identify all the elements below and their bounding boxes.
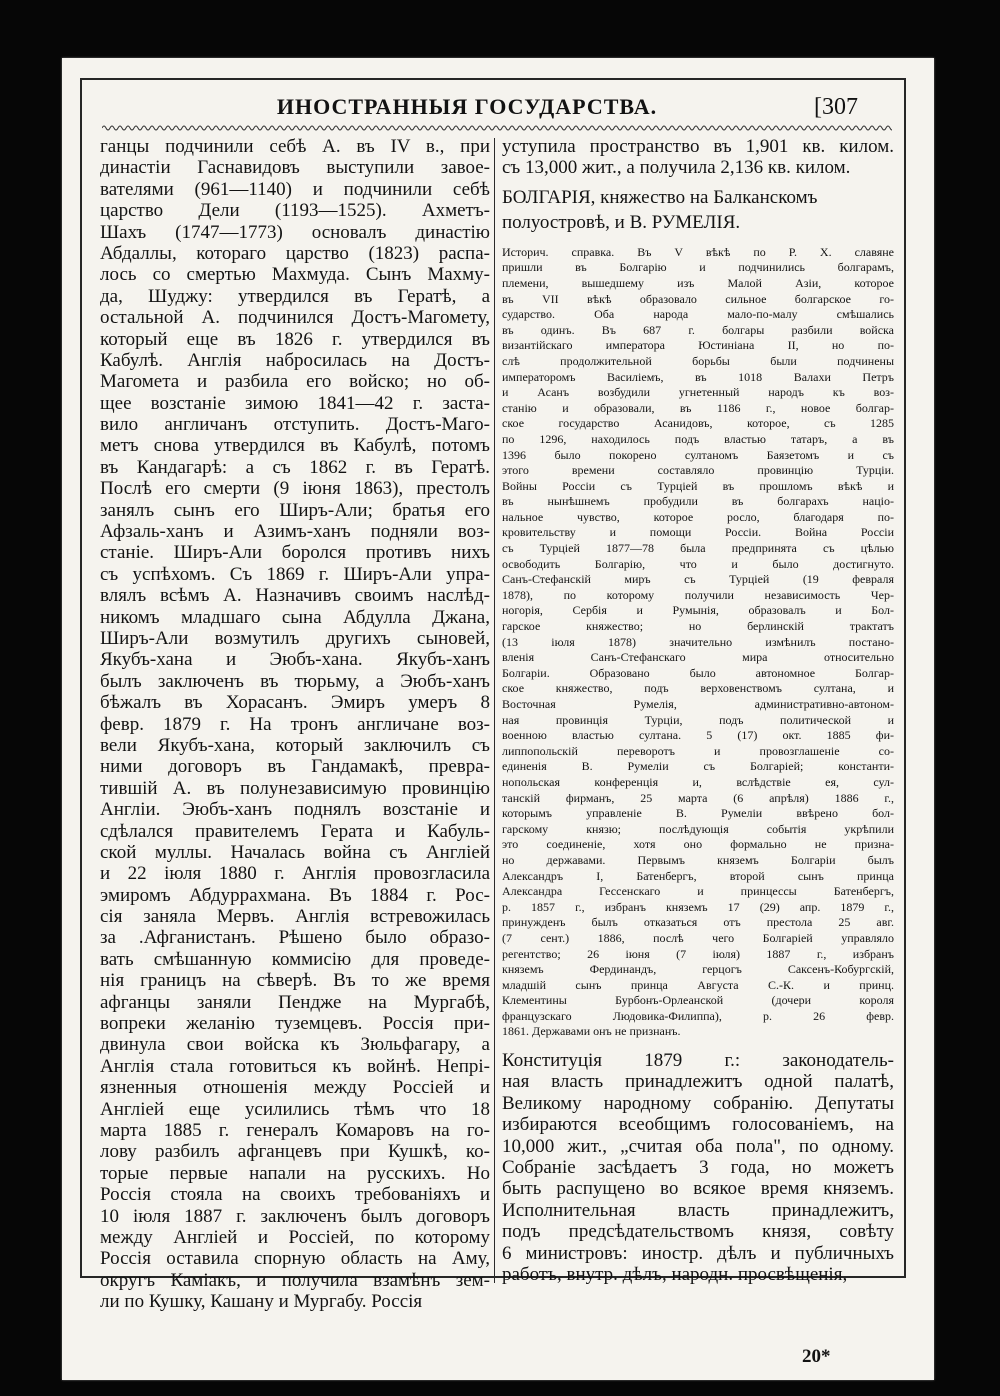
- text-line: работъ, внутр. дѣлъ, народн. просвѣщенія,: [502, 1263, 848, 1285]
- text-line: Великому народному собранію. Депутаты: [502, 1092, 894, 1114]
- text-line: тившій А. въ полунезависимую провинцію: [100, 777, 490, 799]
- small-text-line: въ VII вѣкѣ образовало сильное болгарское го-: [502, 291, 894, 306]
- small-text-line: гарскому князю; послѣдующія событія укрѣпили: [502, 821, 894, 836]
- right-column: [502, 136, 894, 1285]
- text-line: Якубъ-хана и Эюбъ-хана. Якубъ-ханъ: [100, 649, 490, 671]
- page-number: [307: [814, 94, 858, 120]
- text-line: станіе. Ширъ-Али боролся противъ нихъ: [100, 542, 490, 564]
- text-line: Афзаль-ханъ и Азимъ-ханъ подняли воз-: [100, 521, 490, 543]
- small-text-line: сударство. Оба народа мало-по-малу смѣшались: [502, 307, 894, 322]
- small-text-line: Клементины Бурбонъ-Орлеанской (дочери короля: [502, 993, 894, 1008]
- small-text-line: и Асанъ возбудили угнетенный народъ къ воз-: [502, 385, 894, 400]
- text-line: уступила пространство въ 1,901 кв. килом.: [502, 136, 894, 157]
- small-text-line: ское княжество, подъ верховенствомъ султана, и: [502, 681, 894, 696]
- text-line: щее возстаніе зимою 1841—42 г. заста-: [100, 392, 490, 414]
- small-text-line: съ Турціей 1877—78 была предпринята съ цѣлью: [502, 541, 894, 556]
- small-text-line: французскаго Людовика-Филиппа), р. 26 февр.: [502, 1008, 894, 1023]
- text-line: 10,000 жит., „считая оба пола", по одному.: [502, 1135, 894, 1157]
- text-line: Англіи. Эюбъ-ханъ поднялъ возстаніе и: [100, 799, 490, 821]
- text-line: за .Афганистанъ. Рѣшено было образо-: [100, 927, 490, 949]
- text-line: между Англіей и Россіей, по которому: [100, 1226, 490, 1248]
- small-text-line: ское государство Асанидовъ, которое, съ 1285: [502, 416, 894, 431]
- text-line: и 22 іюля 1880 г. Англія провозгласила: [100, 863, 490, 885]
- text-line: съ 13,000 жит., а получила 2,136 кв. килом.: [502, 157, 851, 179]
- running-title: ИНОСТРАННЫЯ ГОСУДАРСТВА.: [276, 94, 658, 119]
- small-text-line: слѣ продолжительной борьбы были подчинены: [502, 353, 894, 368]
- intro-text: [502, 136, 894, 179]
- small-text-line: Болгаріи. Образовано было автономное Болгар-: [502, 665, 894, 680]
- text-line: Россія оставила спорную область на Аму,: [100, 1248, 490, 1270]
- text-line: марта 1885 г. генералъ Комаровъ на го-: [100, 1119, 490, 1141]
- text-line: торые первые напали на русскихъ. Но: [100, 1162, 490, 1184]
- text-line: Абдаллы, котораго царство (1823) распа-: [100, 242, 490, 264]
- heading-line: полуостровѣ, и В. РУМЕЛІЯ.: [502, 211, 741, 233]
- text-line: язненныя отношенія между Россіей и: [100, 1077, 490, 1099]
- small-text-line: кровительству и помощи Россіи. Война Россіи: [502, 525, 894, 540]
- text-line: никомъ младшаго сына Абдулла Джана,: [100, 606, 490, 628]
- text-line: быть распущено во всякое время княземъ.: [502, 1178, 894, 1200]
- text-line: эмиромъ Абдуррахмана. Въ 1884 г. Рос-: [100, 884, 490, 906]
- text-line: метъ снова утвердился въ Кабулѣ, потомъ: [100, 435, 490, 457]
- text-line: сдѣлался правителемъ Герата и Кабуль-: [100, 820, 490, 842]
- text-line: лову разбилъ афганцевъ при Кушкѣ, ко-: [100, 1141, 490, 1163]
- text-line: афганцы заняли Пендже на Мургабѣ,: [100, 991, 490, 1013]
- text-line: въ Кандагарѣ: а съ 1862 г. въ Гератѣ.: [100, 456, 490, 478]
- small-text-line: это соединеніе, хотя оно формально не призна-: [502, 837, 894, 852]
- text-line: который еще въ 1826 г. утвердился въ: [100, 328, 490, 350]
- text-line: ской муллы. Началась война съ Англіей: [100, 841, 490, 863]
- text-line: бѣжалъ въ Хорасанъ. Эмиръ умеръ 8: [100, 692, 490, 714]
- sheet-signature-number: 20*: [802, 1346, 831, 1367]
- small-text-line: этого времени составляло провинцію Турціи.: [502, 463, 894, 478]
- small-text-line: которымъ управленіе В. Румеліи ввѣрено бол-: [502, 806, 894, 821]
- text-line: ная власть принадлежитъ одной палатѣ,: [502, 1071, 894, 1093]
- small-text-line: младшій сынъ принца Августа С.-К. и принц.: [502, 977, 894, 992]
- text-line: вопреки желанію туземцевъ. Россія при-: [100, 1013, 490, 1035]
- column-divider: [494, 138, 495, 1283]
- small-text-line: освободить Болгарію, что и было достигнуто.: [502, 556, 894, 571]
- small-text-line: регентство; 26 іюня (7 іюля) 1887 г., избранъ: [502, 946, 894, 961]
- text-line: Собраніе засѣдаетъ 3 года, но можетъ: [502, 1157, 894, 1179]
- left-column: [100, 136, 490, 1312]
- text-line: двинула свои войска къ Зюльфагару, а: [100, 1034, 490, 1056]
- text-line: вели Якубъ-хана, который заключилъ съ: [100, 734, 490, 756]
- page-header: [62, 88, 934, 128]
- small-text-line: танскій фирманъ, 25 марта (6 апрѣля) 1886 г.,: [502, 790, 894, 805]
- text-line: сія заняла Мервъ. Англія встревожилась: [100, 906, 490, 928]
- small-text-line: (7 сент.) 1886, послѣ чего Болгаріей управляло: [502, 930, 894, 945]
- small-text-line: 1878), по которому получили независимость Чер-: [502, 587, 894, 602]
- small-text-line: императоромъ Василіемъ, въ 1018 Валахи Петръ: [502, 369, 894, 384]
- small-text-line: Александръ I, Батенбергъ, второй сынъ принца: [502, 868, 894, 883]
- text-line: занялъ сынъ его Ширъ-Али; братья его: [100, 499, 490, 521]
- small-text-line: Историч. справка. Въ V вѣкѣ по Р. Х. славяне: [502, 244, 894, 259]
- small-text-line: вленія Санъ-Стефанскаго мира относительно: [502, 650, 894, 665]
- text-line: ганцы подчинили себѣ А. въ IV в., при: [100, 136, 490, 157]
- small-text-line: въ одинъ. Въ 687 г. болгары разбили войска: [502, 322, 894, 337]
- small-text-line: принужденъ былъ отказаться отъ престола 25 авг.: [502, 915, 894, 930]
- small-text-line: станію и образовали, въ 1186 г., новое болгар-: [502, 400, 894, 415]
- text-line: влялъ всѣмъ А. Назначивъ своимъ наслѣд-: [100, 585, 490, 607]
- book-page: [62, 58, 934, 1380]
- text-line: царство Дели (1193—1525). Ахметъ-: [100, 200, 490, 222]
- header-wavy-rule: [102, 124, 892, 132]
- small-text-line: византійскаго императора Юстиніана II, но по-: [502, 338, 894, 353]
- small-text-line: ная провинція Турціи, подъ политической и: [502, 712, 894, 727]
- text-line: Послѣ его смерти (9 іюня 1863), престолъ: [100, 478, 490, 500]
- text-line: избираются всеобщимъ голосованіемъ, на: [502, 1114, 894, 1136]
- text-line: округъ Каміакъ, и получила взамѣнъ зем-: [100, 1269, 490, 1291]
- text-line: нія границъ на сѣверѣ. Въ то же время: [100, 970, 490, 992]
- text-line: ними договоръ въ Гандамакѣ, превра-: [100, 756, 490, 778]
- text-line: лось со смертью Махмуда. Сынъ Махму-: [100, 264, 490, 286]
- text-line: вателями (961—1140) и подчинили себѣ: [100, 178, 490, 200]
- text-line: съ успѣхомъ. Съ 1869 г. Ширъ-Али упра-: [100, 563, 490, 585]
- text-line: Магомета и разбила его войско; но об-: [100, 371, 490, 393]
- text-line: вать смѣшанную коммисію для проведе-: [100, 948, 490, 970]
- small-text-line: въ нынѣшнемъ пробудили въ болгарахъ націо-: [502, 494, 894, 509]
- small-text-line: ногорія, Сербія и Румынія, образовалъ и Бол-: [502, 603, 894, 618]
- small-text-line: Восточная Румелія, административно-автоном-: [502, 697, 894, 711]
- text-line: 6 министровъ: иностр. дѣлъ и публичныхъ: [502, 1242, 894, 1264]
- small-text-line: р. 1857 г., избранъ княземъ 17 (29) апр. 1879 г.,: [502, 899, 894, 914]
- text-line: Англія стала готовиться къ войнѣ. Непрі-: [100, 1055, 490, 1077]
- small-text-line: единенія В. Румеліи съ Болгаріей; константи-: [502, 759, 894, 774]
- text-line: былъ заключенъ въ тюрьму, а Эюбъ-ханъ: [100, 670, 490, 692]
- small-text-line: военною властью султана. 5 (17) окт. 1885 фи-: [502, 728, 894, 743]
- small-text-line: Санъ-Стефанскій миръ съ Турціей (19 февраля: [502, 572, 894, 587]
- text-line: 10 іюля 1887 г. заключенъ былъ договоръ: [100, 1205, 490, 1227]
- small-text-line: но державами. Первымъ княземъ Болгаріи былъ: [502, 852, 894, 867]
- heading-line: БОЛГАРІЯ, княжество на Балканскомъ: [502, 186, 818, 208]
- small-text-line: пришли въ Болгарію и подчинились болгарамъ,: [502, 260, 894, 275]
- small-text-line: племени, вышедшему изъ Малой Азіи, которое: [502, 275, 894, 290]
- section-heading: [502, 185, 894, 235]
- small-text-line: 1861. Державами онъ не признанъ.: [502, 1024, 681, 1039]
- small-text-line: Александра Гессенскаго и принцессы Батенбергъ,: [502, 884, 894, 899]
- text-line: династіи Гаснавидовъ выступили завое-: [100, 157, 490, 179]
- text-line: февр. 1879 г. На тронъ англичане воз-: [100, 713, 490, 735]
- small-text-line: 1396 было покорено султаномъ Баязетомъ и съ: [502, 447, 894, 462]
- small-text-line: гарское княжество; но берлинскій трактатъ: [502, 619, 894, 634]
- text-line: Шахъ (1747—1773) основалъ династію: [100, 221, 490, 243]
- text-line: да, Шуджу: утвердился въ Гератѣ, а: [100, 285, 490, 307]
- small-text-line: по 1296, находилось подъ властью татаръ, а въ: [502, 431, 894, 446]
- small-text-line: нопольская конференція и, вслѣдствіе ея, сул-: [502, 774, 894, 789]
- small-text-line: Войны Россіи съ Турціей въ прошломъ вѣкѣ и: [502, 478, 894, 493]
- text-line: Ширъ-Али возмутилъ другихъ сыновей,: [100, 627, 490, 649]
- text-line: вило англичанъ отступить. Достъ-Маго-: [100, 414, 490, 436]
- text-line: Исполнительная власть принадлежитъ,: [502, 1199, 894, 1221]
- small-text-line: княземъ Фердинандъ, герцогъ Саксенъ-Кобургскій,: [502, 962, 894, 977]
- small-text-line: (13 іюля 1878) значительно измѣнилъ постано-: [502, 634, 894, 649]
- small-text-line: нальное чувство, которое росло, благодаря по-: [502, 509, 894, 524]
- text-line: Англіей еще усилились тѣмъ что 18: [100, 1098, 490, 1120]
- text-line: остальной А. подчинился Достъ-Магомету,: [100, 307, 490, 329]
- historical-note: [502, 245, 894, 1040]
- text-line: Россія стояла на своихъ требованіяхъ и: [100, 1184, 490, 1206]
- text-line: подъ предсѣдательствомъ князя, совѣту: [502, 1221, 894, 1243]
- small-text-line: липпопольскій переворотъ и провозглашеніе со-: [502, 743, 894, 758]
- constitution-paragraph: [502, 1050, 894, 1285]
- text-line: Конституція 1879 г.: законодатель-: [502, 1050, 894, 1072]
- text-line: ли по Кушку, Кашану и Мургабу. Россія: [100, 1291, 423, 1313]
- text-line: Кабулѣ. Англія набросилась на Достъ-: [100, 349, 490, 371]
